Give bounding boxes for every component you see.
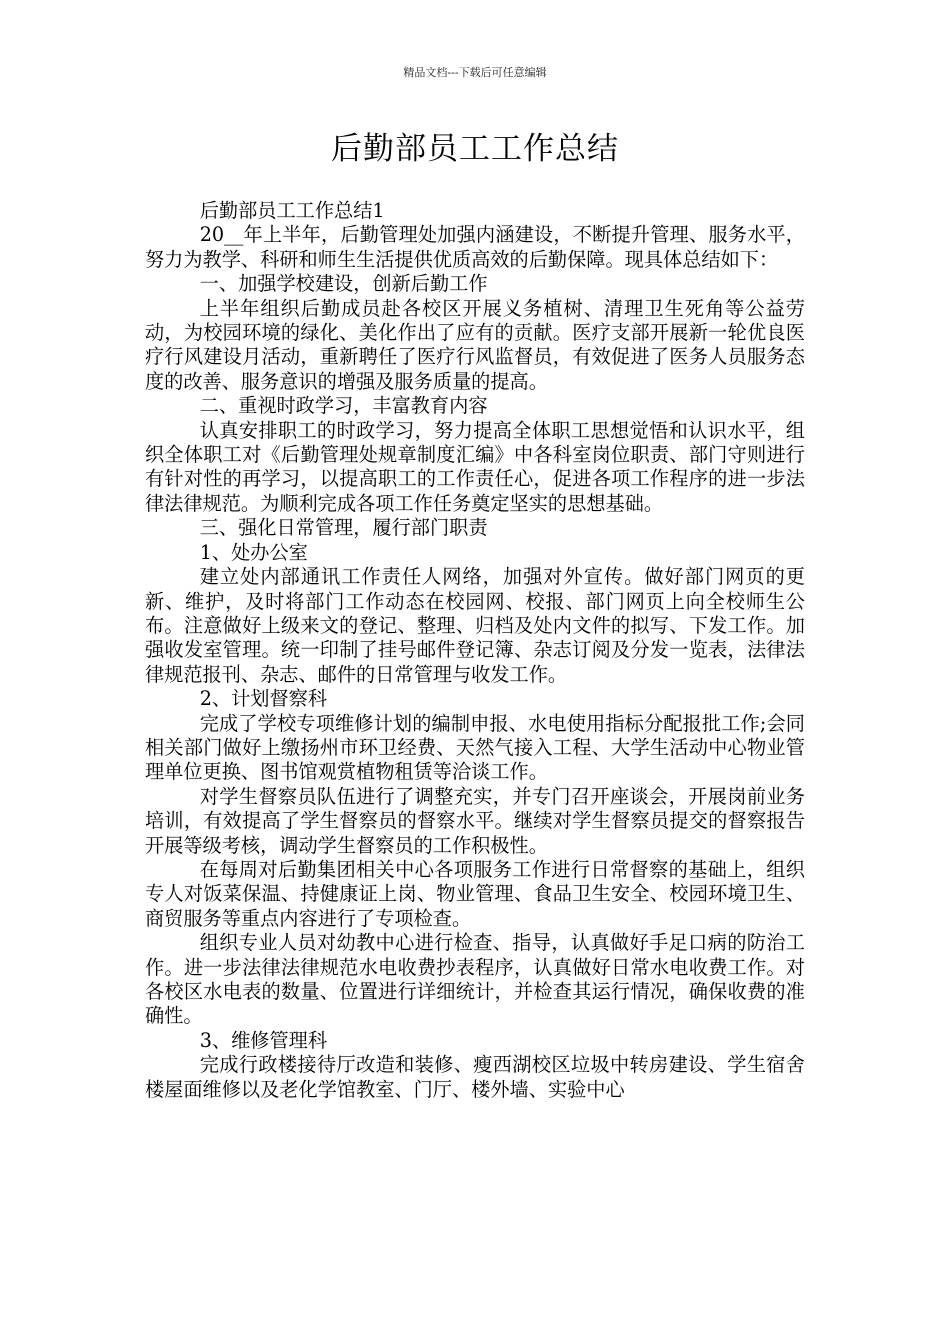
document-title: 后勤部员工工作总结: [331, 131, 619, 167]
document-body: [145, 199, 805, 1102]
section-heading: 二、重视时政学习，丰富教育内容: [199, 394, 488, 418]
paragraph: 组织专业人员对幼教中心进行检查、指导，认真做好手足口病的防治工作。进一步法律法律规范水电收费抄表程序，认真做好日常水电收费工作。对各校区水电表的数量、位置进行详细统计，并检查其运行情况，确保收费的准确性。: [145, 931, 805, 1028]
section-heading: 三、强化日常管理，履行部门职责: [199, 516, 488, 540]
subsection-heading: 2、计划督察科: [199, 687, 328, 711]
paragraph: 在每周对后勤集团相关中心各项服务工作进行日常督察的基础上，组织专人对饭菜保温、持健康证上岗、物业管理、食品卫生安全、校园环境卫生、商贸服务等重点内容进行了专项检查。: [145, 857, 805, 930]
section-heading: 一、加强学校建设，创新后勤工作: [199, 272, 488, 296]
paragraph-subtitle: 后勤部员工工作总结1: [199, 199, 385, 222]
subsection-heading: 1、处办公室: [199, 540, 308, 564]
subsection-heading: 3、维修管理科: [199, 1028, 328, 1052]
paragraph: 认真安排职工的时政学习，努力提高全体职工思想觉悟和认识水平，组织全体职工对《后勤管理处规章制度汇编》中各科室岗位职责、部门守则进行有针对性的再学习，以提高职工的工作责任心，促进各项工作程序的进一步法律法律规范。为顺利完成各项工作任务奠定坚实的思想基础。: [145, 418, 805, 515]
paragraph: 对学生督察员队伍进行了调整充实，并专门召开座谈会，开展岗前业务培训，有效提高了学生督察员的督察水平。继续对学生督察员提交的督察报告开展等级考核，调动学生督察员的工作积极性。: [145, 784, 805, 857]
paragraph: 建立处内部通讯工作责任人网络，加强对外宣传。做好部门网页的更新、维护，及时将部门工作动态在校园网、校报、部门网页上向全校师生公布。注意做好上级来文的登记、整理、归档及处内文件的拟写、下发工作。加强收发室管理。统一印制了挂号邮件登记簿、杂志订阅及分发一览表，法律法律规范报刊、杂志、邮件的日常管理与收发工作。: [145, 565, 805, 686]
paragraph: 上半年组织后勤成员赴各校区开展义务植树、清理卫生死角等公益劳动，为校园环境的绿化、美化作出了应有的贡献。医疗支部开展新一轮优良医疗行风建设月活动，重新聘任了医疗行风监督员，有效促进了医务人员服务态度的改善、服务意识的增强及服务质量的提高。: [145, 296, 805, 393]
header-note: 精品文档---下载后可任意编辑: [403, 66, 547, 79]
paragraph: 完成行政楼接待厅改造和装修、瘦西湖校区垃圾中转房建设、学生宿舍楼屋面维修以及老化学馆教室、门厅、楼外墙、实验中心: [145, 1053, 805, 1101]
paragraph: 20__年上半年，后勤管理处加强内涵建设，不断提升管理、服务水平，努力为教学、科研和师生生活提供优质高效的后勤保障。现具体总结如下：: [145, 223, 805, 271]
paragraph: 完成了学校专项维修计划的编制申报、水电使用指标分配报批工作;会同相关部门做好上缴扬州市环卫经费、天然气接入工程、大学生活动中心物业管理单位更换、图书馆观赏植物租赁等洽谈工作。: [145, 711, 805, 784]
